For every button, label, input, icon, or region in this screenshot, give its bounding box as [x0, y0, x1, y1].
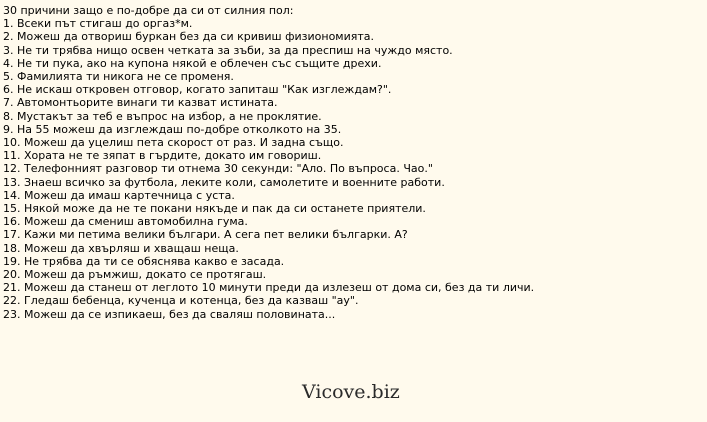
list-item: 22. Гледаш бебенца, кученца и котенца, без да казваш "ау". — [3, 294, 359, 308]
list-item: 8. Мустакът за теб е въпрос на избор, а не проклятие. — [3, 109, 322, 123]
site-watermark: Vicove.biz — [302, 381, 400, 403]
list-item: 17. Кажи ми петима велики българи. А сега пет велики българки. А? — [3, 228, 408, 242]
list-item: 6. Не искаш откровен отговор, когато запиташ "Как изглеждам?". — [3, 83, 392, 97]
list-item: 16. Можеш да смениш автомобилна гума. — [3, 215, 248, 229]
list-item: 13. Знаеш всичко за футбола, леките коли, самолетите и военните работи. — [3, 175, 445, 189]
list-item: 19. Не трябва да ти се обяснява какво е засада. — [3, 254, 285, 268]
list-item: 3. Не ти трябва нищо освен четката за зъби, за да преспиш на чуждо място. — [3, 43, 453, 57]
list-item: 2. Можеш да отвориш буркан без да си кривиш физиономията. — [3, 30, 375, 44]
joke-list — [3, 4, 703, 321]
list-item: 4. Не ти пука, ако на купона някой е облечен със същите дрехи. — [3, 56, 382, 70]
list-item: 20. Можеш да ръмжиш, докато се протягаш. — [3, 268, 267, 282]
list-item: 10. Можеш да уцелиш пета скорост от раз. И задна също. — [3, 136, 344, 150]
list-item: 9. На 55 можеш да изглеждаш по-добре отколкото на 35. — [3, 122, 342, 136]
list-item: 11. Хората не те зяпат в гърдите, докато им говориш. — [3, 149, 322, 163]
list-title: 30 причини защо е по-добре да си от силния пол: — [3, 4, 294, 17]
list-item: 12. Телефонният разговор ти отнема 30 секунди: "Ало. По въпроса. Чао." — [3, 162, 433, 176]
list-item: 15. Някой може да не те покани някъде и пак да си останете приятели. — [3, 202, 426, 216]
list-item: 14. Можеш да имаш картечница с уста. — [3, 188, 235, 202]
list-item: 23. Можеш да се изпикаеш, без да сваляш половината... — [3, 307, 336, 321]
list-item: 5. Фамилията ти никога не се променя. — [3, 70, 234, 84]
list-item: 18. Можеш да хвърляш и хващаш неща. — [3, 241, 239, 255]
list-item: 1. Всеки път стигаш до оргаз*м. — [3, 17, 193, 31]
list-item: 7. Автомонтьорите винаги ти казват истината. — [3, 96, 278, 110]
list-item: 21. Можеш да станеш от леглото 10 минути преди да излезеш от дома си, без да ти личи. — [3, 281, 535, 295]
